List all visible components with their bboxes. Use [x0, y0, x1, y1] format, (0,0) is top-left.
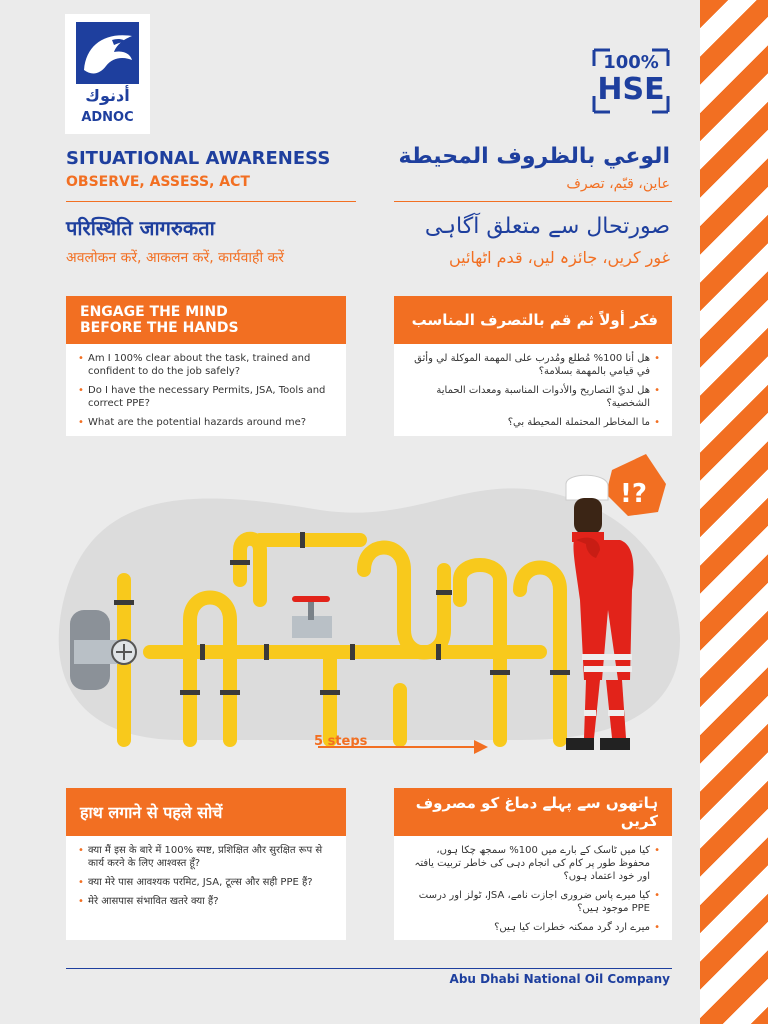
- subtitle-urdu: غور کریں، جائزہ لیں، قدم اٹھائیں: [448, 248, 670, 267]
- list-item: • میرے ارد گرد ممکنہ خطرات کیا ہیں؟: [406, 921, 660, 934]
- card-english-heading-line2: BEFORE THE HANDS: [80, 320, 239, 336]
- card-hindi: [66, 788, 346, 940]
- adnoc-logo: [65, 14, 150, 134]
- list-item: • क्या मैं इस के बारे में 100% स्पष्ट, प्रशिक्षित और सुरक्षित रूप से कार्य करने के लिए आश्वस्त हूँ?: [78, 844, 334, 870]
- title-english: SITUATIONAL AWARENESS: [66, 148, 331, 169]
- card-english: [66, 296, 346, 436]
- pipeline-illustration: [0, 440, 700, 770]
- card-urdu-heading: ہاتھوں سے پہلے دماغ کو مصروف کریں: [394, 788, 672, 836]
- list-item: • मेरे आसपास संभावित खतरे क्या हैं?: [78, 895, 334, 908]
- card-hindi-list: [66, 836, 346, 914]
- card-english-list: [66, 344, 346, 435]
- footer-divider: [66, 968, 672, 969]
- card-arabic-list: [394, 344, 672, 435]
- subtitle-hindi: अवलोकन करें, आकलन करें, कार्यवाही करें: [66, 250, 284, 266]
- alert-symbol: !?: [620, 479, 647, 509]
- card-arabic-heading: فكر أولاً ثم قم بالتصرف المناسب: [394, 296, 672, 344]
- list-item: • क्या मेरे पास आवश्यक परमिट, JSA, टूल्स और सही PPE हैं?: [78, 876, 334, 889]
- list-item: • هل لديّ التصاريح والأدوات المناسبة ومعدات الحماية الشخصية؟: [406, 384, 660, 410]
- alert-bubble: [606, 454, 666, 516]
- divider-right: [394, 201, 672, 202]
- hse-percent: 100%: [603, 52, 659, 73]
- list-item: • What are the potential hazards around me?: [78, 416, 334, 429]
- card-hindi-heading: हाथ लगाने से पहले सोचें: [66, 788, 346, 836]
- card-english-heading: [66, 296, 346, 344]
- list-item: • هل أنا 100% مُطلع ومُدرب على المهمة الموكلة لي وأثق في قيامي بالمهمة بسلامة؟: [406, 352, 660, 378]
- hazard-stripe-border: [700, 0, 768, 1024]
- card-arabic: [394, 296, 672, 436]
- divider-left: [66, 201, 356, 202]
- footer-company: Abu Dhabi National Oil Company: [449, 972, 670, 986]
- card-urdu: [394, 788, 672, 940]
- steps-label: 5 steps: [314, 734, 368, 749]
- subtitle-arabic: عاين، قيّم، تصرف: [566, 176, 670, 192]
- logo-english-text: ADNOC: [81, 110, 134, 125]
- hse-label: HSE: [597, 72, 665, 107]
- hse-100-badge: [590, 46, 672, 116]
- card-english-heading-line1: ENGAGE THE MIND: [80, 304, 228, 320]
- title-arabic: الوعي بالظروف المحيطة: [398, 144, 670, 169]
- subtitle-english: OBSERVE, ASSESS, ACT: [66, 174, 250, 190]
- list-item: • ما المخاطر المحتملة المحيطة بي؟: [406, 416, 660, 429]
- card-urdu-list: [394, 836, 672, 940]
- falcon-emblem-icon: [76, 22, 139, 84]
- title-urdu: صورتحال سے متعلق آگاہی: [424, 214, 670, 239]
- list-item: • کیا میرے پاس ضروری اجازت نامے، JSA، ٹولز اور درست PPE موجود ہیں؟: [406, 889, 660, 915]
- list-item: • کیا میں ٹاسک کے بارے میں 100% سمجھ چکا ہوں، محفوظ طور پر کام کی انجام دہی کی خاطر تربیت یافتہ اور خود اعتماد ہوں؟: [406, 844, 660, 883]
- list-item: • Do I have the necessary Permits, JSA, Tools and correct PPE?: [78, 384, 334, 410]
- logo-arabic-text: أدنوك: [85, 86, 130, 105]
- title-hindi: परिस्थिति जागरुकता: [66, 216, 215, 240]
- list-item: • Am I 100% clear about the task, trained and confident to do the job safely?: [78, 352, 334, 378]
